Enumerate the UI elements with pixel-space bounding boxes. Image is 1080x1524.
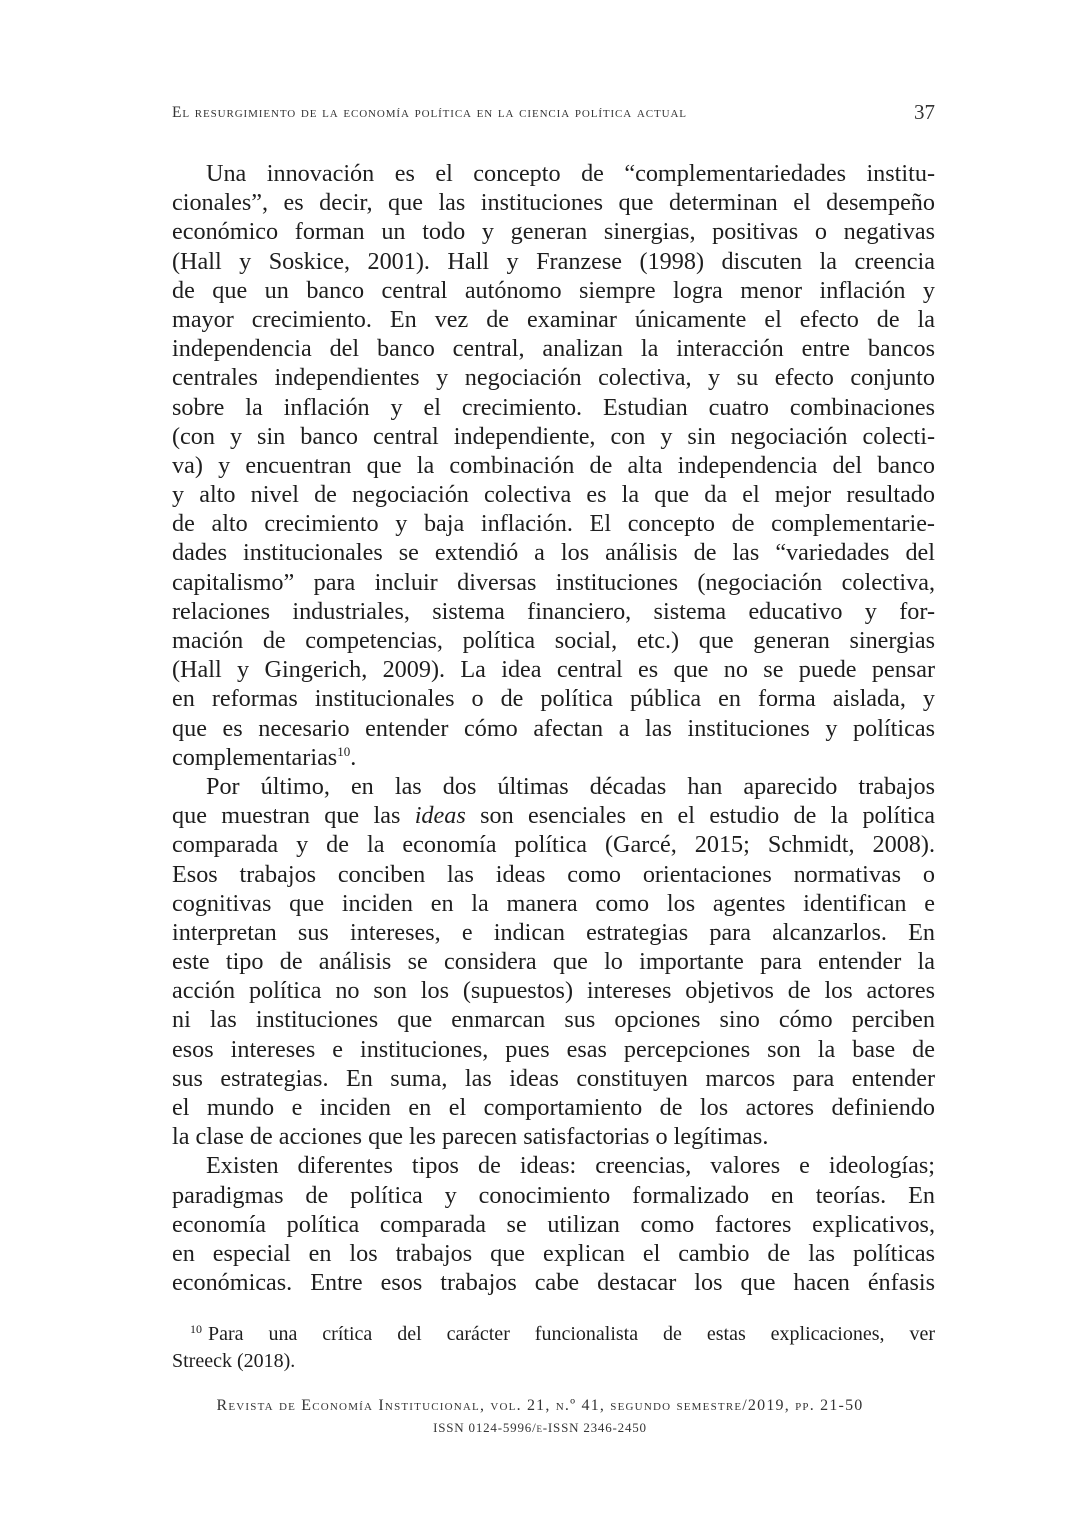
text-line — [172, 1181, 935, 1210]
text-line — [172, 655, 935, 684]
text-line — [172, 538, 935, 567]
text-line — [172, 1151, 935, 1180]
text-line — [172, 480, 935, 509]
footnote-line: Streeck (2018). — [172, 1350, 296, 1372]
text-segment: acción política no son los (supuestos) intereses objetivos de los actores — [172, 977, 935, 1005]
text-line — [172, 1122, 935, 1151]
text-segment: en reformas institucionales o de política pública en forma aislada, y — [172, 685, 935, 713]
text-segment: comparada y de la economía política (Garcé, 2015; Schmidt, 2008). — [172, 831, 935, 859]
text-segment: son esenciales en el estudio de la política — [465, 802, 935, 830]
text-segment: economía política comparada se utilizan como factores explicativos, — [172, 1210, 935, 1238]
text-segment: paradigmas de política y conocimiento formalizado en teorías. En — [172, 1181, 935, 1209]
text-segment: Una innovación es el concepto de “complementariedades institu- — [206, 160, 935, 187]
text-line — [172, 830, 935, 859]
text-line — [172, 743, 935, 772]
footnote-number: 10 — [190, 1322, 202, 1336]
text-line — [172, 1210, 935, 1239]
text-line — [172, 247, 935, 276]
journal-citation: Revista de Economía Institucional, vol. 21, n.º 41, segundo semestre/2019, pp. 21-50 — [216, 1397, 864, 1414]
text-line — [172, 188, 935, 217]
text-segment: sus estrategias. En suma, las ideas constituyen marcos para entender — [172, 1064, 935, 1092]
text-segment: este tipo de análisis se considera que lo importante para entender la — [172, 948, 935, 976]
text-line — [172, 422, 935, 451]
text-segment: mación de competencias, política social, etc.) que generan sinergias — [172, 627, 935, 654]
text-segment: cognitivas que inciden en la manera como los agentes identifican e — [172, 889, 935, 917]
text-segment: mayor crecimiento. En vez de examinar únicamente el efecto de la — [172, 305, 935, 333]
text-segment: relaciones industriales, sistema financiero, sistema educativo y for- — [172, 597, 935, 625]
text-segment: (Hall y Soskice, 2001). Hall y Franzese (1998) discuten la creencia — [172, 247, 935, 275]
text-segment: en especial en los trabajos que explican el cambio de las políticas — [172, 1239, 935, 1267]
text-segment: ni las instituciones que enmarcan sus opciones sino cómo perciben — [172, 1006, 935, 1034]
text-line — [172, 1005, 935, 1034]
text-segment: Esos trabajos conciben las ideas como orientaciones normativas o — [172, 860, 935, 888]
running-title: El resurgimiento de la economía política en la ciencia política actual — [172, 104, 687, 121]
text-line — [172, 568, 935, 597]
text-line — [172, 509, 935, 538]
text-segment: (con y sin banco central independiente, con y sin negociación colecti- — [172, 422, 935, 450]
text-line — [172, 918, 935, 947]
text-segment: independencia del banco central, analizan la interacción entre bancos — [172, 335, 935, 363]
page-number: 37 — [914, 100, 935, 124]
text-segment: . — [350, 743, 357, 771]
text-segment: económico forman un todo y generan sinergias, positivas o negativas — [172, 218, 935, 246]
text-line — [172, 684, 935, 713]
text-segment: de que un banco central autónomo siempre logra menor inflación y — [172, 276, 935, 304]
text-segment: Por último, en las dos últimas décadas han aparecido trabajos — [206, 772, 935, 800]
text-line — [172, 393, 935, 422]
issn: ISSN 0124-5996/e-ISSN 2346-2450 — [433, 1420, 647, 1435]
text-segment: la clase de acciones que les parecen satisfactorias o legítimas. — [172, 1123, 769, 1151]
text-line — [172, 334, 935, 363]
text-line — [172, 1239, 935, 1268]
footnote — [172, 1321, 935, 1375]
text-line — [172, 1064, 935, 1093]
text-line — [172, 976, 935, 1005]
text-line — [172, 597, 935, 626]
text-segment: (Hall y Gingerich, 2009). La idea central es que no se puede pensar — [172, 656, 935, 684]
text-segment: dades institucionales se extendió a los análisis de las “variedades del — [172, 539, 935, 567]
text-line — [172, 363, 935, 392]
italic-text: ideas — [414, 802, 466, 830]
text-line — [172, 860, 935, 889]
text-segment: capitalismo” para incluir diversas instituciones (negociación colectiva, — [172, 568, 935, 596]
text-line — [172, 801, 935, 830]
text-segment: cionales”, es decir, que las instituciones que determinan el desempeño — [172, 189, 935, 217]
text-segment: el mundo e inciden en el comportamiento de los actores definiendo — [172, 1094, 935, 1121]
text-line — [172, 451, 935, 480]
text-line — [172, 217, 935, 246]
running-head — [172, 100, 935, 130]
text-line — [172, 947, 935, 976]
text-line — [172, 276, 935, 305]
text-line — [172, 1035, 935, 1064]
text-segment: interpretan sus intereses, e indican estrategias para alcanzarlos. En — [172, 918, 935, 946]
text-segment: centrales independientes y negociación colectiva, y su efecto conjunto — [172, 364, 935, 392]
text-line — [172, 714, 935, 743]
text-segment: y alto nivel de negociación colectiva es la que da el mejor resultado — [172, 481, 935, 509]
text-segment: complementarias — [172, 743, 338, 771]
text-line — [172, 1093, 935, 1122]
text-line — [172, 305, 935, 334]
text-segment: va) y encuentran que la combinación de alta independencia del banco — [172, 451, 935, 479]
text-line — [172, 1268, 935, 1297]
body-text — [172, 159, 935, 1297]
text-segment: de alto crecimiento y baja inflación. El concepto de complementarie- — [172, 510, 935, 538]
text-segment: sobre la inflación y el crecimiento. Estudian cuatro combinaciones — [172, 393, 935, 421]
text-line — [172, 626, 935, 655]
footnote-text: Para una crítica del carácter funcionalista de estas explicaciones, ver — [208, 1323, 935, 1345]
text-line — [172, 889, 935, 918]
page-footer — [140, 1394, 940, 1438]
text-segment: que muestran que las — [172, 802, 415, 830]
text-line — [172, 772, 935, 801]
text-segment: económicas. Entre esos trabajos cabe destacar los que hacen énfasis — [172, 1269, 935, 1297]
footnote-reference: 10 — [337, 743, 351, 759]
text-segment: que es necesario entender cómo afectan a las instituciones y políticas — [172, 714, 935, 742]
footnote-line — [172, 1321, 935, 1348]
text-line — [172, 159, 935, 188]
text-segment: esos intereses e instituciones, pues esas percepciones son la base de — [172, 1035, 935, 1063]
text-segment: Existen diferentes tipos de ideas: creencias, valores e ideologías; — [206, 1152, 935, 1180]
